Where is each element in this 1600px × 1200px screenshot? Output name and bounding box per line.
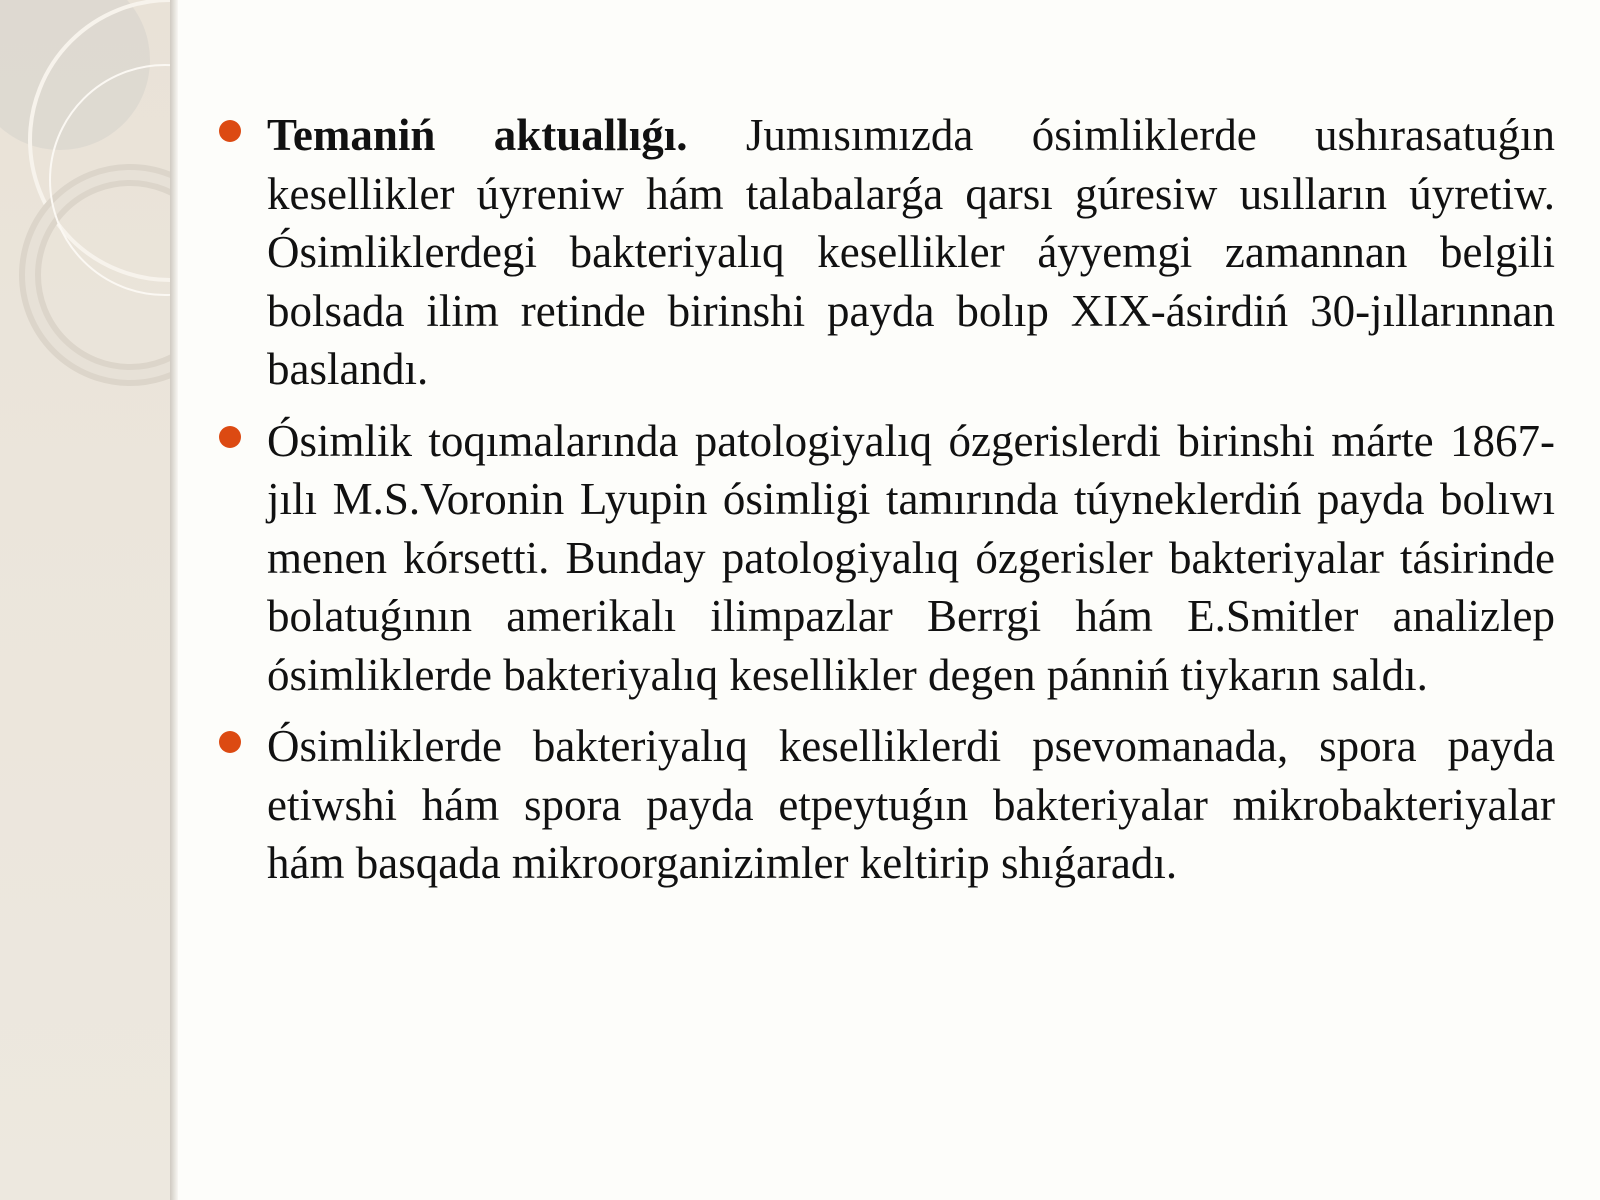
bullet-lead-text: Temaniń aktuallıǵı. <box>267 110 688 160</box>
side-panel-edge <box>170 0 178 1200</box>
decorative-rings-graphic <box>0 0 170 1200</box>
bullet-paragraph <box>267 717 1555 893</box>
bullet-dot-icon <box>219 120 241 142</box>
bullet-item <box>215 106 1555 399</box>
bullet-dot-icon <box>219 426 241 448</box>
bullet-body-text: Ósimlik toqımalarında patologiyalıq ózgerislerdi birinshi márte 1867-jılı M.S.Voronin Lyupin ósimligi tamırında túyneklerdiń payda bolıwı menen kórsetti. Bunday patologiyalıq ózgerisler bakteriyalar tásirinde bolatuǵının amerikalı ilimpazlar Berrgi hám E.Smitler analizlep ósimliklerde bakteriyalıq kesellikler degen pánniń tiykarın saldı. <box>267 415 1555 700</box>
bullet-dot-icon <box>219 731 241 753</box>
bullet-paragraph <box>267 106 1555 399</box>
bullet-body-text: Ósimliklerde bakteriyalıq keselliklerdi psevomanada, spora payda etiwshi hám spora payda etpeytuǵın bakteriyalar mikrobakteriyalar hám basqada mikroorganizimler keltirip shıǵaradı. <box>267 721 1555 888</box>
bullet-body-text: Jumısımızda ósimliklerde ushırasatuǵın kesellikler úyreniw hám talabalarǵa qarsı gúresiw usılların úyretiw. Ósimliklerdegi bakteriyalıq kesellikler áyyemgi zamannan belgili bolsada ilim retinde birinshi payda bolıp XIX-ásirdiń 30-jıllarınnan baslandı. <box>267 110 1555 394</box>
decorative-side-panel <box>0 0 170 1200</box>
bullet-item <box>215 717 1555 893</box>
bullet-list <box>215 106 1555 893</box>
bullet-item <box>215 412 1555 705</box>
slide-content <box>215 106 1555 906</box>
bullet-paragraph <box>267 412 1555 705</box>
